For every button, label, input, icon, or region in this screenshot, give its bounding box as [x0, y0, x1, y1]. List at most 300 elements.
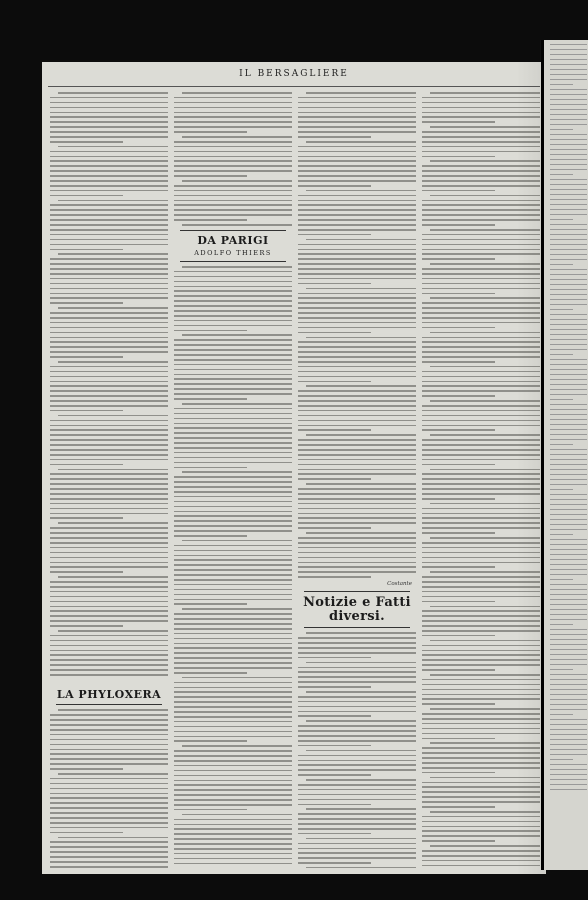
text-line — [550, 124, 587, 125]
masthead-rule — [48, 86, 540, 87]
text-line — [174, 310, 292, 312]
text-line — [550, 44, 587, 45]
text-line — [298, 376, 416, 378]
text-line — [298, 234, 371, 236]
text-line — [50, 444, 168, 446]
text-line — [298, 165, 416, 167]
text-line — [50, 346, 168, 348]
text-line — [298, 258, 416, 260]
text-line — [174, 131, 247, 133]
text-line — [50, 244, 168, 246]
text-line — [50, 312, 168, 314]
text-line — [550, 364, 587, 365]
text-line — [298, 537, 416, 539]
text-line — [550, 64, 587, 65]
text-line — [58, 361, 168, 363]
text-line — [174, 765, 292, 767]
text-line — [50, 562, 168, 564]
text-line — [174, 618, 292, 620]
text-line — [174, 824, 292, 826]
text-line — [550, 639, 587, 640]
text-line — [298, 828, 416, 830]
text-line — [298, 425, 416, 427]
text-line — [174, 359, 292, 361]
text-line — [174, 545, 292, 547]
text-line — [50, 97, 168, 99]
newspaper-page — [42, 62, 546, 874]
text-line — [298, 498, 416, 500]
text-line — [174, 809, 247, 811]
text-line — [50, 669, 168, 671]
text-line — [550, 334, 587, 335]
masthead-title: IL BERSAGLIERE — [239, 69, 349, 79]
text-line — [550, 654, 587, 655]
text-line — [174, 427, 292, 429]
text-line — [298, 784, 416, 786]
text-line — [550, 69, 587, 70]
text-line — [174, 579, 292, 581]
text-line — [50, 542, 168, 544]
text-line — [298, 576, 371, 578]
text-line — [298, 769, 416, 771]
text-line — [174, 290, 292, 292]
text-line — [550, 264, 573, 265]
section-subheading-thiers: ADOLFO THIERS — [194, 249, 272, 258]
text-line — [550, 349, 587, 350]
text-line — [50, 846, 168, 848]
text-line — [50, 385, 168, 387]
text-line — [50, 126, 168, 128]
text-line — [298, 107, 416, 109]
text-line — [550, 74, 587, 75]
text-line — [174, 112, 292, 114]
text-line — [298, 156, 416, 158]
text-line — [174, 564, 292, 566]
text-line — [298, 508, 416, 510]
text-line — [306, 808, 416, 810]
text-line — [174, 160, 292, 162]
text-line — [50, 861, 168, 863]
text-line — [306, 720, 416, 722]
text-line — [550, 94, 587, 95]
text-line — [174, 525, 292, 527]
text-line — [174, 701, 292, 703]
text-line — [550, 294, 587, 295]
text-line — [174, 442, 292, 444]
text-line — [298, 857, 416, 859]
text-line — [550, 554, 587, 555]
text-line — [550, 594, 587, 595]
text-line — [550, 529, 587, 530]
text-line — [174, 794, 292, 796]
text-line — [174, 706, 292, 708]
text-line — [298, 557, 416, 559]
text-line — [298, 317, 416, 319]
text-line — [174, 740, 247, 742]
text-line — [174, 833, 292, 835]
text-line — [50, 729, 168, 731]
text-line — [174, 107, 292, 109]
text-line — [50, 459, 168, 461]
text-line — [422, 464, 495, 466]
text-line — [174, 209, 292, 211]
text-line — [298, 146, 416, 148]
text-line — [550, 164, 587, 165]
text-line — [50, 288, 168, 290]
text-line — [50, 591, 168, 593]
text-line — [550, 234, 587, 235]
text-line — [298, 676, 416, 678]
text-line — [50, 278, 168, 280]
text-line — [550, 389, 587, 390]
text-line — [550, 714, 573, 715]
text-line — [550, 694, 587, 695]
text-line — [174, 613, 292, 615]
text-line — [182, 677, 292, 679]
text-line — [550, 359, 587, 360]
text-line — [50, 136, 168, 138]
text-line — [306, 239, 416, 241]
text-line — [182, 180, 292, 182]
text-line — [50, 571, 123, 573]
text-line — [298, 813, 416, 815]
text-line — [306, 691, 416, 693]
text-line — [50, 195, 123, 197]
text-line — [50, 160, 168, 162]
text-line — [174, 848, 292, 850]
text-line — [306, 662, 416, 664]
text-line — [174, 853, 292, 855]
text-line — [174, 447, 292, 449]
text-line — [550, 384, 587, 385]
text-line — [50, 204, 168, 206]
text-line — [550, 339, 587, 340]
text-line — [550, 54, 587, 55]
text-line — [50, 586, 168, 588]
text-line — [174, 151, 292, 153]
text-line — [50, 566, 168, 568]
text-line — [174, 156, 292, 158]
text-line — [306, 532, 416, 534]
text-line — [58, 522, 168, 524]
text-line — [550, 689, 587, 690]
text-line — [50, 302, 123, 304]
text-line — [550, 399, 573, 400]
text-line — [174, 682, 292, 684]
text-line — [298, 642, 416, 644]
text-line — [174, 789, 292, 791]
text-line — [174, 369, 292, 371]
text-line — [422, 635, 495, 637]
text-line — [550, 329, 587, 330]
text-line — [422, 840, 495, 842]
text-line — [550, 614, 587, 615]
text-line — [174, 354, 292, 356]
text-line — [58, 253, 168, 255]
text-line — [58, 200, 168, 202]
text-line — [50, 327, 168, 329]
text-line — [174, 383, 292, 385]
text-line — [174, 628, 292, 630]
text-line — [174, 731, 292, 733]
text-line — [550, 114, 587, 115]
text-line — [550, 599, 587, 600]
text-line — [298, 449, 416, 451]
text-line — [550, 409, 587, 410]
text-line — [174, 423, 292, 425]
text-line — [550, 199, 587, 200]
text-line — [550, 314, 587, 315]
text-line — [50, 654, 168, 656]
section-heading-notizie: Notizie e Fatti diversi. — [303, 595, 411, 624]
text-line — [550, 134, 587, 135]
text-line — [298, 209, 416, 211]
text-line — [174, 633, 292, 635]
text-line — [182, 224, 292, 226]
text-line — [50, 322, 168, 324]
text-line — [422, 498, 495, 500]
text-line — [50, 400, 168, 402]
text-line — [174, 121, 292, 123]
text-line — [550, 744, 587, 745]
text-line — [174, 496, 292, 498]
text-line — [550, 189, 587, 190]
text-line — [50, 478, 168, 480]
text-line — [298, 469, 416, 471]
text-line — [50, 508, 168, 510]
text-line — [550, 754, 587, 755]
text-line — [550, 144, 587, 145]
text-line — [50, 473, 168, 475]
text-line — [550, 289, 587, 290]
text-line — [298, 444, 416, 446]
text-line — [50, 107, 168, 109]
text-line — [550, 209, 587, 210]
text-line — [174, 736, 292, 738]
text-line — [50, 283, 168, 285]
text-line — [550, 279, 587, 280]
text-line — [298, 102, 416, 104]
text-line — [298, 390, 416, 392]
text-line — [50, 258, 168, 260]
text-line — [174, 437, 292, 439]
text-line — [298, 214, 416, 216]
text-line — [298, 356, 416, 358]
text-line — [550, 484, 587, 485]
text-line — [58, 307, 168, 309]
text-line — [50, 832, 123, 834]
text-line — [50, 783, 168, 785]
text-line — [550, 444, 573, 445]
text-line — [174, 190, 292, 192]
text-line — [174, 858, 292, 860]
text-line — [50, 610, 168, 612]
text-line — [422, 156, 495, 158]
text-line — [174, 97, 292, 99]
text-line — [550, 169, 587, 170]
text-line — [298, 774, 371, 776]
text-line — [174, 476, 292, 478]
text-line — [298, 366, 416, 368]
text-line — [306, 838, 416, 840]
text-line — [298, 686, 371, 688]
text-line — [50, 793, 168, 795]
text-line — [174, 652, 292, 654]
text-line — [174, 799, 292, 801]
text-line — [550, 699, 587, 700]
text-line — [298, 789, 416, 791]
text-line — [50, 513, 168, 515]
text-line — [174, 491, 292, 493]
text-line — [422, 293, 495, 295]
text-line — [50, 449, 168, 451]
text-line — [550, 419, 587, 420]
text-line — [174, 170, 292, 172]
text-line — [550, 404, 587, 405]
text-line — [550, 789, 587, 790]
text-line — [422, 327, 495, 329]
text-line — [58, 773, 168, 775]
text-line — [550, 634, 587, 635]
text-line — [550, 724, 587, 725]
text-line — [298, 745, 371, 747]
column-rule — [180, 261, 286, 262]
text-line — [174, 784, 292, 786]
text-line — [182, 814, 292, 816]
text-line — [550, 219, 573, 220]
text-line — [174, 550, 292, 552]
text-line — [298, 332, 371, 334]
text-line — [50, 293, 168, 295]
text-line — [174, 716, 292, 718]
text-line — [298, 219, 416, 221]
text-line — [174, 204, 292, 206]
text-line — [174, 726, 292, 728]
text-line — [58, 709, 168, 711]
text-line — [550, 564, 587, 565]
text-line — [174, 520, 292, 522]
text-line — [550, 479, 587, 480]
text-line — [174, 657, 292, 659]
text-line — [50, 116, 168, 118]
text-line — [50, 664, 168, 666]
text-line — [298, 848, 416, 850]
text-line — [550, 429, 587, 430]
text-line — [50, 763, 168, 765]
text-line — [550, 204, 587, 205]
text-line — [550, 434, 587, 435]
text-line — [298, 454, 416, 456]
text-line — [550, 664, 587, 665]
text-line — [550, 379, 587, 380]
text-line — [550, 269, 587, 270]
text-line — [298, 204, 416, 206]
text-line — [174, 219, 247, 221]
text-line — [174, 413, 292, 415]
text-line — [550, 299, 587, 300]
text-line — [306, 779, 416, 781]
text-line — [50, 121, 168, 123]
text-line — [298, 513, 416, 515]
signature: Costante — [387, 581, 412, 588]
text-line — [550, 589, 587, 590]
text-line — [174, 667, 292, 669]
text-line — [298, 415, 416, 417]
text-line — [306, 385, 416, 387]
text-line — [550, 119, 587, 120]
text-line — [550, 324, 587, 325]
text-line — [50, 817, 168, 819]
text-line — [550, 669, 573, 670]
text-line — [550, 569, 587, 570]
text-line — [298, 312, 416, 314]
text-line — [550, 684, 587, 685]
text-line — [298, 843, 416, 845]
text-line — [174, 687, 292, 689]
text-line — [50, 429, 168, 431]
text-line — [306, 750, 416, 752]
text-line — [50, 807, 168, 809]
text-line — [422, 772, 495, 774]
text-line — [50, 827, 168, 829]
text-line — [298, 420, 416, 422]
text-line — [50, 376, 168, 378]
text-line — [50, 640, 168, 642]
text-line — [550, 759, 573, 760]
text-line — [550, 414, 587, 415]
text-line — [298, 170, 416, 172]
text-line — [422, 532, 495, 534]
text-line — [174, 457, 292, 459]
text-line — [422, 190, 495, 192]
text-line — [298, 493, 416, 495]
text-line — [50, 581, 168, 583]
text-line — [174, 271, 292, 273]
text-line — [422, 258, 495, 260]
text-line — [50, 778, 168, 780]
text-line — [550, 659, 587, 660]
text-line — [50, 744, 168, 746]
text-line — [174, 330, 247, 332]
text-line — [50, 659, 168, 661]
text-line — [182, 334, 292, 336]
text-line — [50, 268, 168, 270]
text-line — [174, 755, 292, 757]
text-line — [550, 469, 587, 470]
text-line — [182, 745, 292, 747]
text-line — [550, 424, 587, 425]
text-line — [422, 806, 495, 808]
text-line — [50, 802, 168, 804]
text-line — [50, 273, 168, 275]
text-line — [298, 429, 371, 431]
text-line — [298, 151, 416, 153]
text-line — [174, 530, 292, 532]
text-line — [298, 322, 416, 324]
text-line — [174, 515, 292, 517]
text-line — [550, 534, 573, 535]
text-line — [550, 154, 587, 155]
text-line — [550, 779, 587, 780]
text-line — [550, 344, 587, 345]
text-line — [50, 768, 123, 770]
text-line — [50, 297, 168, 299]
text-line — [298, 351, 416, 353]
text-line — [174, 141, 292, 143]
section-heading-phyloxera: LA PHYLOXERA — [56, 687, 162, 701]
text-line — [182, 608, 292, 610]
text-line — [298, 725, 416, 727]
